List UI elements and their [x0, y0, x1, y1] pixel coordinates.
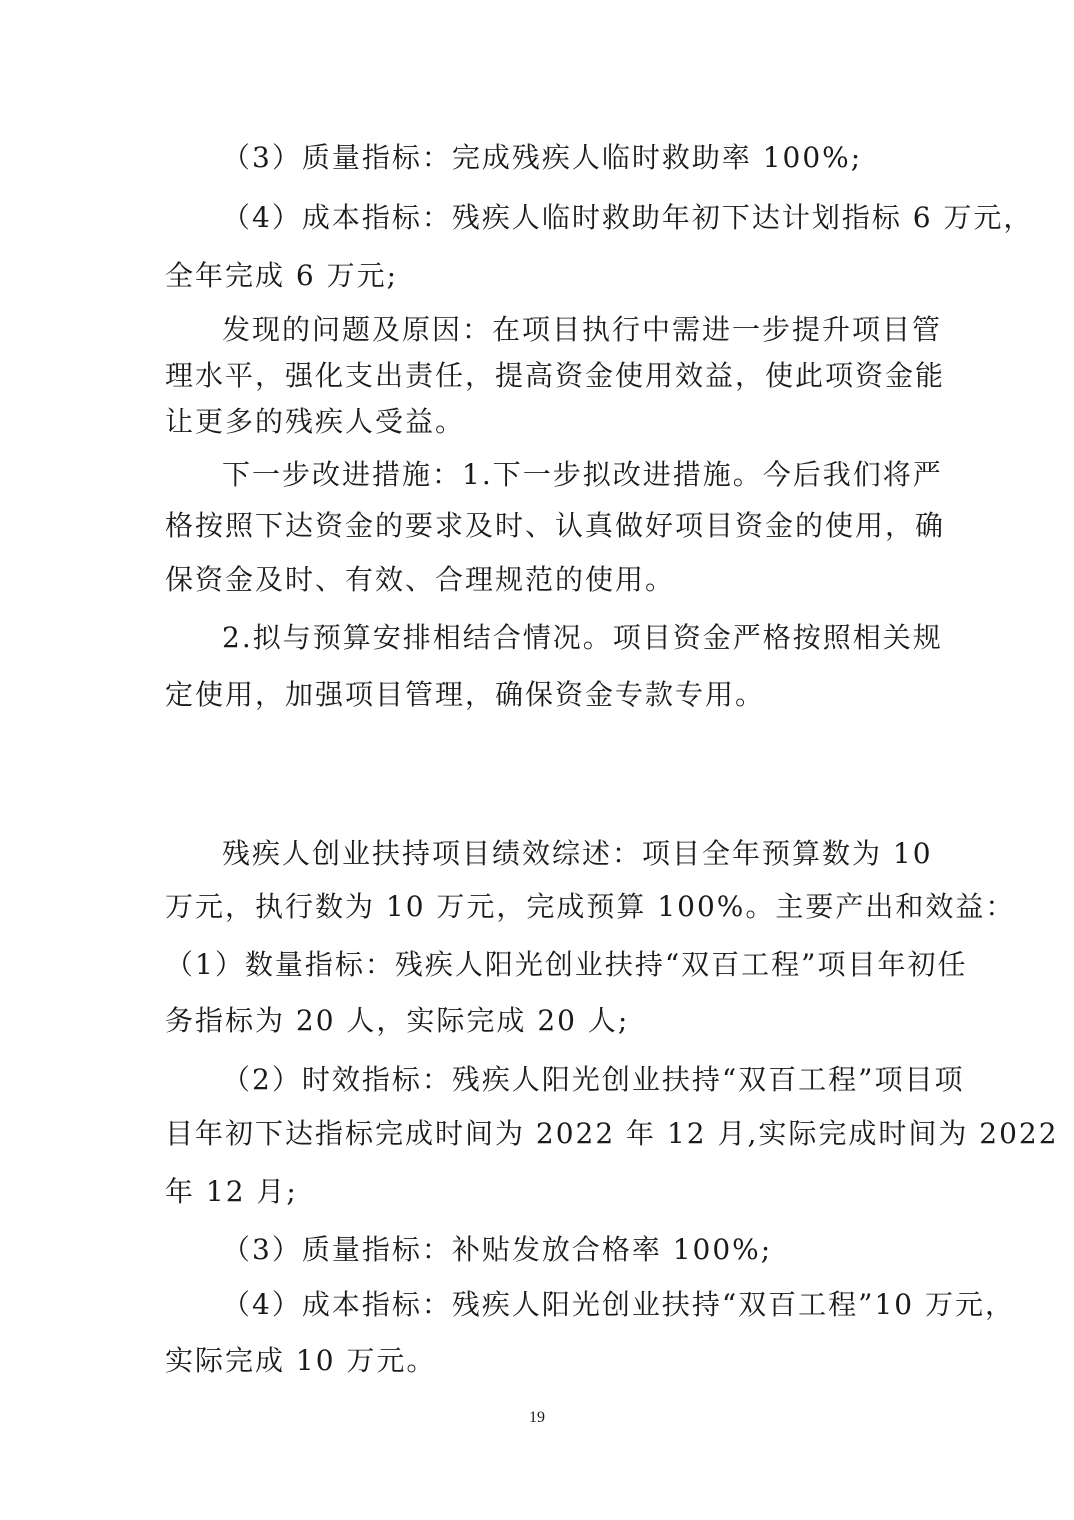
- paragraph-line: 理水平，强化支出责任，提高资金使用效益，使此项资金能: [165, 359, 946, 392]
- page-number: 19: [529, 1409, 545, 1426]
- paragraph-line: 年 12 月;: [165, 1175, 298, 1208]
- paragraph-line: 下一步改进措施：1.下一步拟改进措施。今后我们将严: [222, 458, 943, 491]
- paragraph-line: 格按照下达资金的要求及时、认真做好项目资金的使用，确: [165, 509, 946, 542]
- paragraph-line: 务指标为 20 人，实际完成 20 人;: [165, 1004, 630, 1037]
- paragraph-line: （4）成本指标：残疾人阳光创业扶持“双百工程”10 万元，: [222, 1288, 1015, 1321]
- paragraph-line: 万元，执行数为 10 万元，完成预算 100%。主要产出和效益：: [165, 890, 1016, 923]
- paragraph-line: 实际完成 10 万元。: [165, 1344, 437, 1377]
- paragraph-line: 定使用，加强项目管理，确保资金专款专用。: [165, 678, 766, 711]
- paragraph-line: （1）数量指标：残疾人阳光创业扶持“双百工程”项目年初任: [165, 948, 968, 981]
- paragraph-line: （4）成本指标：残疾人临时救助年初下达计划指标 6 万元，: [222, 201, 1034, 234]
- paragraph-line: （3）质量指标：补贴发放合格率 100%;: [222, 1233, 773, 1266]
- paragraph-line: 保资金及时、有效、合理规范的使用。: [165, 563, 676, 596]
- paragraph-line: 2.拟与预算安排相结合情况。项目资金严格按照相关规: [222, 621, 943, 654]
- paragraph-line: 目年初下达指标完成时间为 2022 年 12 月,实际完成时间为 2022: [165, 1117, 1059, 1150]
- paragraph-line: 让更多的残疾人受益。: [165, 405, 466, 438]
- paragraph-line: 残疾人创业扶持项目绩效综述：项目全年预算数为 10: [222, 837, 933, 870]
- paragraph-line: （3）质量指标：完成残疾人临时救助率 100%;: [222, 141, 863, 174]
- paragraph-line: 发现的问题及原因：在项目执行中需进一步提升项目管: [222, 313, 943, 346]
- paragraph-line: （2）时效指标：残疾人阳光创业扶持“双百工程”项目项: [222, 1063, 965, 1096]
- paragraph-line: 全年完成 6 万元;: [165, 259, 399, 292]
